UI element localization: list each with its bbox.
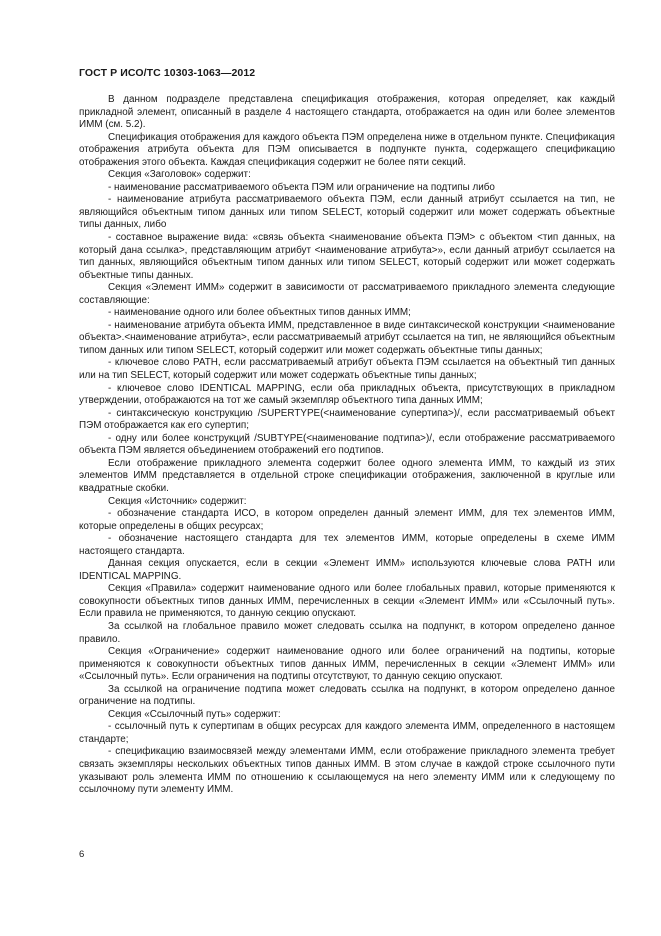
list-item: - составное выражение вида: «связь объекта <наименование объекта ПЭМ> с объектом <тип данных, на который дана ссылка>, представляющим атрибут <наименование атрибута>», если данный атрибут ссылается на тип данных, являющийся объектным типом данных или типом SELECT, который содержит или может содержать объектные типы данных. xyxy=(79,232,615,281)
list-item: - обозначение настоящего стандарта для тех элементов ИММ, которые определены в схеме ИММ настоящего стандарта. xyxy=(79,533,615,557)
paragraph: Если отображение прикладного элемента содержит более одного элемента ИММ, то каждый из этих элементов ИММ представляется в отдельной строке спецификации отображения, заключенной в круглые или квадратные скобки. xyxy=(79,457,615,494)
list-item: - синтаксическую конструкцию /SUPERTYPE(<наименование супертипа>)/, если рассматриваемый объект ПЭМ отображается как его супертип; xyxy=(79,407,615,432)
document-body xyxy=(79,94,615,797)
paragraph: Секция «Ссылочный путь» содержит: xyxy=(108,708,281,720)
paragraph: В данном подразделе представлена спецификация отображения, которая определяет, как каждый прикладной элемент, описанный в разделе 4 настоящего стандарта, отображается на один или более элементов ИММ (см. 5.2). xyxy=(79,94,615,131)
paragraph: За ссылкой на ограничение подтипа может следовать ссылка на подпункт, в котором определено данное ограничение на подтипы. xyxy=(79,683,615,708)
list-item: - обозначение стандарта ИСО, в котором определен данный элемент ИММ, для тех элементов ИММ, которые определены в общих ресурсах; xyxy=(79,508,615,532)
paragraph: Данная секция опускается, если в секции «Элемент ИММ» используются ключевые слова PATH или IDENTICAL MAPPING. xyxy=(79,558,615,582)
list-item: - наименование рассматриваемого объекта ПЭМ или ограничение на подтипы либо xyxy=(108,181,495,193)
list-item: - ключевое слово IDENTICAL MAPPING, если оба прикладных объекта, присутствующих в прикладном утверждении, отображаются на тот же самый экземпляр объектного типа данных ИММ; xyxy=(79,382,615,407)
list-item: - наименование одного или более объектных типов данных ИММ; xyxy=(108,307,411,319)
paragraph: Секция «Элемент ИММ» содержит в зависимости от рассматриваемого прикладного элемента следующие составляющие: xyxy=(79,282,615,306)
paragraph: Секция «Источник» содержит: xyxy=(108,495,247,507)
list-item: - наименование атрибута объекта ИММ, представленное в виде синтаксической конструкции <наименование объекта>.<наименование атрибута>, если рассматриваемый атрибут ссылается на тип, не являющийся объектным типом данных или типом SELECT, который содержит или может содержать объектные типы данных; xyxy=(79,319,615,356)
list-item: - ссылочный путь к супертипам в общих ресурсах для каждого элемента ИММ, определенного в настоящем стандарте; xyxy=(79,721,615,745)
paragraph: Секция «Ограничение» содержит наименование одного или более ограничений на подтипы, которые применяются к совокупности объектных типов данных ИММ, перечисленных в секции «Элемент ИММ» или «Ссылочный путь». Если ограничения на подтипы отсутствуют, то данную секцию опускают. xyxy=(79,646,615,683)
list-item: - спецификацию взаимосвязей между элементами ИММ, если отображение прикладного элемента требует связать экземпляры нескольких объектных типов данных ИММ. В этом случае в каждой строке ссылочного пути указывают роль элемента ИММ по отношению к ссылающемуся на него элементу ИММ или к следующему по ссылочному пути элементу ИММ. xyxy=(79,746,615,796)
paragraph: Спецификация отображения для каждого объекта ПЭМ определена ниже в отдельном пункте. Спецификация отображения атрибута объекта для ПЭМ описывается в подпункте пункта, содержащего спецификацию отображения этого объекта. Каждая спецификация содержит не более пяти секций. xyxy=(79,131,615,168)
list-item: - наименование атрибута рассматриваемого объекта ПЭМ, если данный атрибут ссылается на тип, не являющийся объектным типом данных или типом SELECT, который содержит или может содержать объектные типы данных, либо xyxy=(79,194,615,231)
list-item: - ключевое слово PATH, если рассматриваемый атрибут объекта ПЭМ ссылается на объектный тип данных или на тип SELECT, который содержит или может содержать объектные типы данных; xyxy=(79,357,615,382)
paragraph: За ссылкой на глобальное правило может следовать ссылка на подпункт, в котором определено данное правило. xyxy=(79,620,615,645)
paragraph: Секция «Заголовок» содержит: xyxy=(108,169,251,181)
paragraph: Секция «Правила» содержит наименование одного или более глобальных правил, которые применяются к совокупности объектных типов данных ИММ, перечисленных в секции «Элемент ИММ» или «Ссылочный путь». Если правила не применяются, то данную секцию опускают. xyxy=(79,583,615,620)
list-item: - одну или более конструкций /SUBTYPE(<наименование подтипа>)/, если отображение рассматриваемого объекта ПЭМ является объединением отображений его подтипов. xyxy=(79,432,615,457)
page-number: 6 xyxy=(79,849,85,860)
document-header: ГОСТ Р ИСО/ТС 10303-1063—2012 xyxy=(79,67,256,79)
